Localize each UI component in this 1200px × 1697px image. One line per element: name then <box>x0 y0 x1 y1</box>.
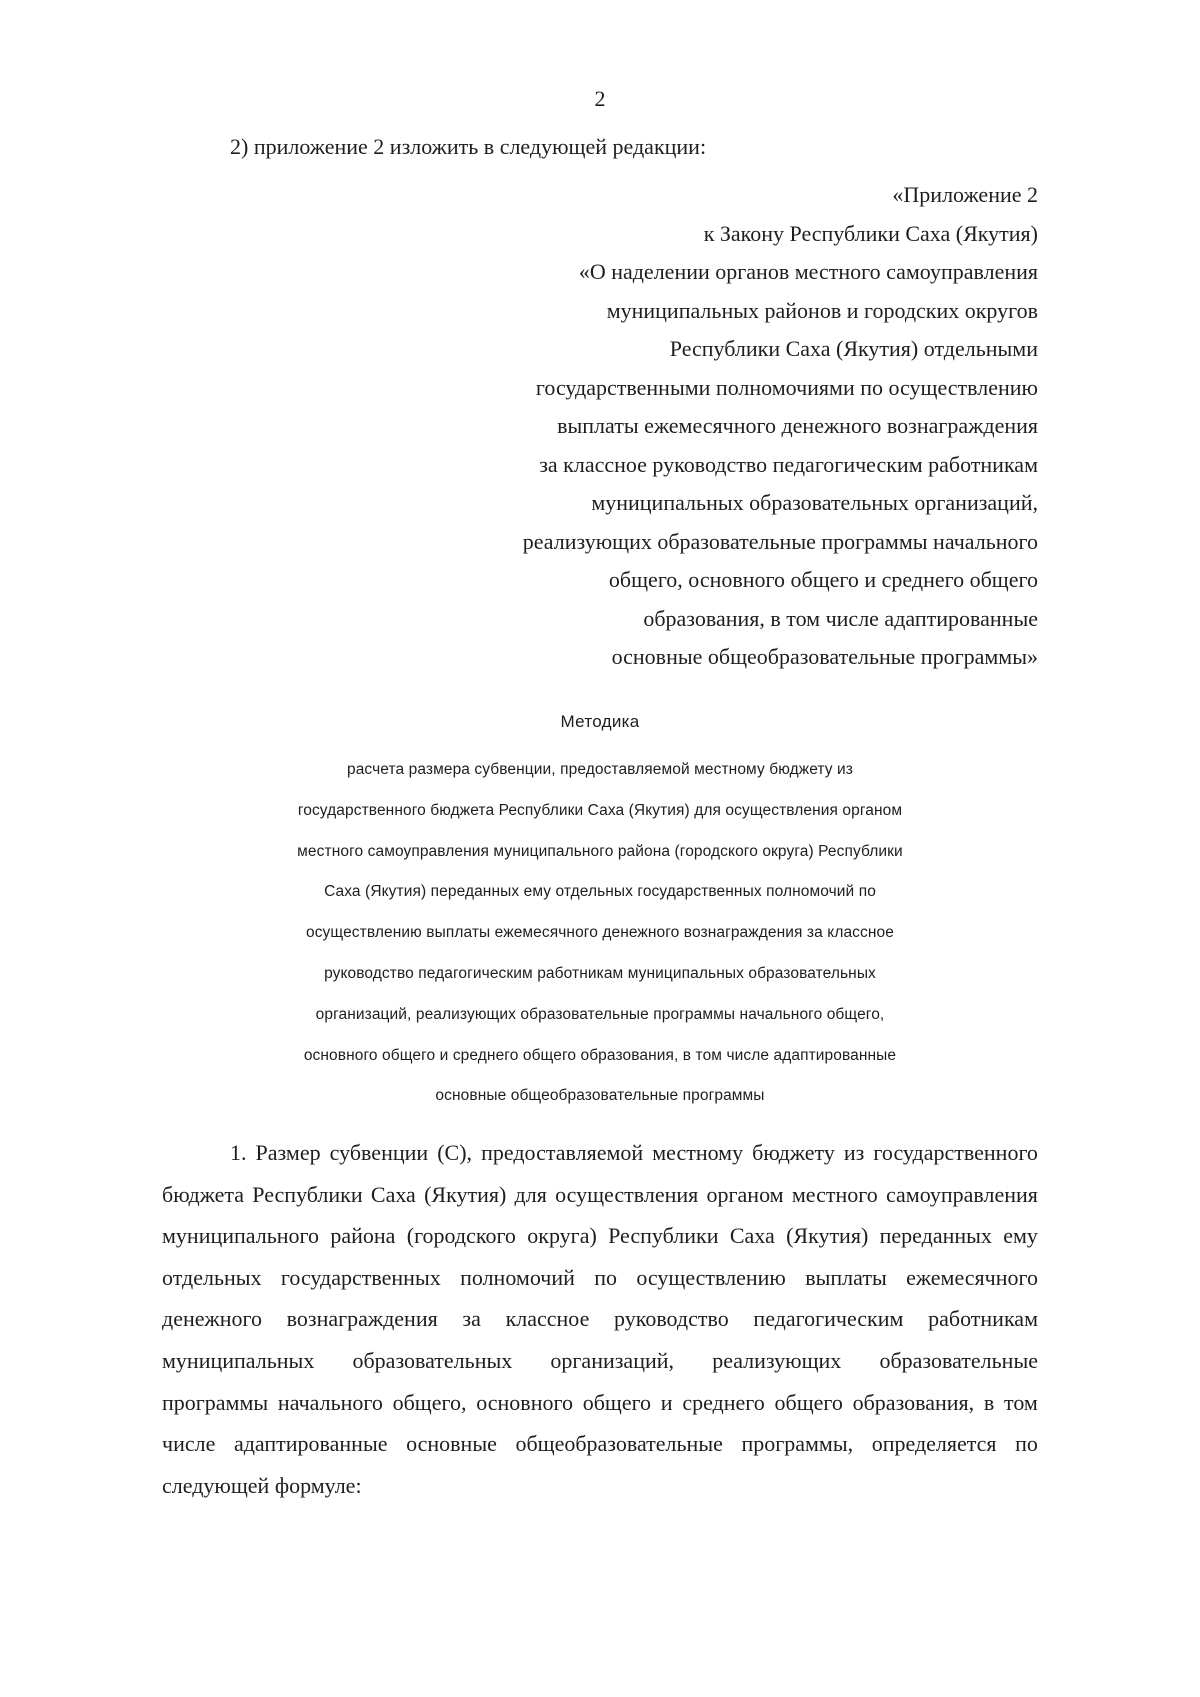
paragraph-line <box>162 1465 1038 1507</box>
paragraph-word: общего <box>582 1389 652 1415</box>
paragraph-word: бюджета <box>162 1181 245 1207</box>
paragraph-word: осуществления <box>555 1181 699 1207</box>
paragraph-word: выплаты <box>805 1264 887 1290</box>
paragraph-word: (городского <box>406 1223 516 1249</box>
paragraph-word: переданных <box>879 1223 992 1249</box>
method-subtitle-line: основные общеобразовательные программы <box>435 1087 765 1105</box>
paragraph-line <box>162 1382 1038 1424</box>
appendix-header-line: Республики Саха (Якутия) отдельными <box>669 336 1038 361</box>
paragraph-word: Саха <box>370 1181 416 1207</box>
paragraph-word: педагогическим <box>753 1306 904 1332</box>
appendix-header-line: к Закону Республики Саха (Якутия) <box>703 220 1038 246</box>
paragraph-word: основного <box>476 1389 573 1415</box>
paragraph-word: самоуправления <box>885 1181 1038 1207</box>
paragraph-word: реализующих <box>712 1347 842 1373</box>
appendix-header-line: выплаты ежемесячного денежного вознаграждения <box>557 413 1038 438</box>
paragraph-word: и <box>660 1389 673 1415</box>
appendix-header-line: муниципальных районов и городских округов <box>606 297 1038 323</box>
paragraph-word: адаптированные <box>233 1431 388 1457</box>
paragraph-word: полномочий <box>460 1264 575 1290</box>
paragraph-word: основные <box>406 1431 497 1457</box>
appendix-header-line: за классное руководство педагогическим работникам <box>539 451 1038 477</box>
paragraph-word: образовательных <box>352 1347 513 1373</box>
paragraph-word: государственных <box>280 1264 441 1290</box>
paragraph-word: Республики <box>252 1181 363 1207</box>
paragraph-word: органом <box>706 1181 784 1207</box>
paragraph-word: начального <box>277 1389 383 1415</box>
method-subtitle-line: осуществлению выплаты ежемесячного денежного вознаграждения за классное <box>305 924 894 942</box>
paragraph-word: муниципального <box>162 1223 320 1249</box>
paragraph-word: программы <box>162 1389 269 1415</box>
paragraph-word: образования, <box>852 1389 975 1415</box>
appendix-header-line: реализующих образовательные программы начального <box>522 528 1038 554</box>
paragraph-word: образовательные <box>879 1347 1038 1373</box>
method-subtitle-line: организаций, реализующих образовательные программы начального общего, <box>315 1005 885 1023</box>
paragraph-word: среднего <box>682 1389 765 1415</box>
paragraph-word: руководство <box>614 1306 729 1332</box>
paragraph-word: вознаграждения <box>286 1306 438 1332</box>
paragraph-word: (Якутия) <box>786 1223 869 1249</box>
paragraph-line <box>162 1257 1038 1299</box>
paragraph-text: следующей формуле: <box>162 1472 362 1498</box>
paragraph-word: общеобразовательные <box>515 1431 723 1457</box>
page-number: 2 <box>594 86 606 111</box>
paragraph-word: предоставляемой <box>481 1140 644 1165</box>
appendix-header <box>418 176 1038 677</box>
paragraph-word: местному <box>652 1140 744 1165</box>
paragraph-word: округа) <box>527 1223 597 1249</box>
method-subtitle-line: государственного бюджета Республики Саха (Якутия) для осуществления органом <box>297 801 903 819</box>
method-subtitle-line: основного общего и среднего общего образования, в том числе адаптированные <box>303 1046 897 1064</box>
paragraph-word: государственного <box>873 1140 1038 1165</box>
appendix-header-line: образования, в том числе адаптированные <box>643 605 1038 631</box>
paragraph-word: числе <box>162 1431 216 1457</box>
paragraph-word: определяется <box>871 1431 997 1457</box>
paragraph-word: общего <box>774 1389 843 1415</box>
paragraph-word: (С), <box>437 1140 473 1165</box>
paragraph-word: программы, <box>741 1431 854 1457</box>
method-title: Методика <box>560 712 640 731</box>
paragraph-line <box>162 1215 1038 1257</box>
paragraph-word: работникам <box>928 1306 1038 1332</box>
paragraph-word: за <box>462 1306 481 1332</box>
paragraph-word: организаций, <box>550 1347 675 1373</box>
appendix-header-line: муниципальных образовательных организаций, <box>591 490 1038 515</box>
appendix-header-line: «О наделении органов местного самоуправления <box>578 259 1038 284</box>
paragraph-word: Размер <box>255 1140 321 1165</box>
paragraph-word: района <box>330 1223 396 1249</box>
paragraph-word: местного <box>791 1181 878 1207</box>
method-subtitle <box>150 750 1050 1117</box>
paragraph-word: в <box>983 1389 995 1415</box>
paragraph-word: по <box>594 1264 618 1290</box>
paragraph-word: ежемесячного <box>906 1264 1038 1290</box>
paragraph-word: муниципальных <box>162 1347 315 1373</box>
method-subtitle-line: расчета размера субвенции, предоставляемой местному бюджету из <box>346 761 854 778</box>
paragraph-word: отдельных <box>162 1264 262 1290</box>
paragraph-line <box>162 1423 1038 1465</box>
appendix-header-line: «Приложение 2 <box>892 182 1038 207</box>
paragraph-word: для <box>514 1181 547 1207</box>
method-subtitle-line: Саха (Якутия) переданных ему отдельных государственных полномочий по <box>324 883 876 901</box>
paragraph-word: денежного <box>162 1306 262 1332</box>
paragraph-word: классное <box>505 1306 590 1332</box>
paragraph-line <box>162 1174 1038 1216</box>
paragraph-line <box>162 1132 1038 1174</box>
paragraph-word: 1. <box>230 1140 247 1165</box>
paragraph-word: Республики <box>608 1223 719 1249</box>
paragraph-word: субвенции <box>329 1140 429 1165</box>
body-paragraph <box>162 1132 1038 1506</box>
paragraph-word: том <box>1004 1389 1038 1415</box>
method-subtitle-line: местного самоуправления муниципального района (городского округа) Республики <box>297 842 903 860</box>
paragraph-word: бюджету <box>752 1140 835 1165</box>
method-subtitle-line: руководство педагогическим работникам муниципальных образовательных <box>324 964 876 982</box>
paragraph-word: по <box>1015 1431 1038 1457</box>
paragraph-word: ему <box>1003 1223 1038 1249</box>
appendix-header-line: общего, основного общего и среднего общего <box>608 567 1038 592</box>
paragraph-word: осуществлению <box>636 1264 786 1290</box>
appendix-header-line: основные общеобразовательные программы» <box>611 644 1038 669</box>
paragraph-word: из <box>843 1140 865 1165</box>
paragraph-word: общего, <box>392 1389 467 1415</box>
paragraph-word: (Якутия) <box>424 1181 507 1207</box>
paragraph-word: Саха <box>729 1223 775 1249</box>
appendix-header-line: государственными полномочиями по осуществлению <box>535 374 1038 400</box>
paragraph-line <box>162 1340 1038 1382</box>
amendment-intro: 2) приложение 2 изложить в следующей редакции: <box>230 134 707 159</box>
paragraph-line <box>162 1298 1038 1340</box>
